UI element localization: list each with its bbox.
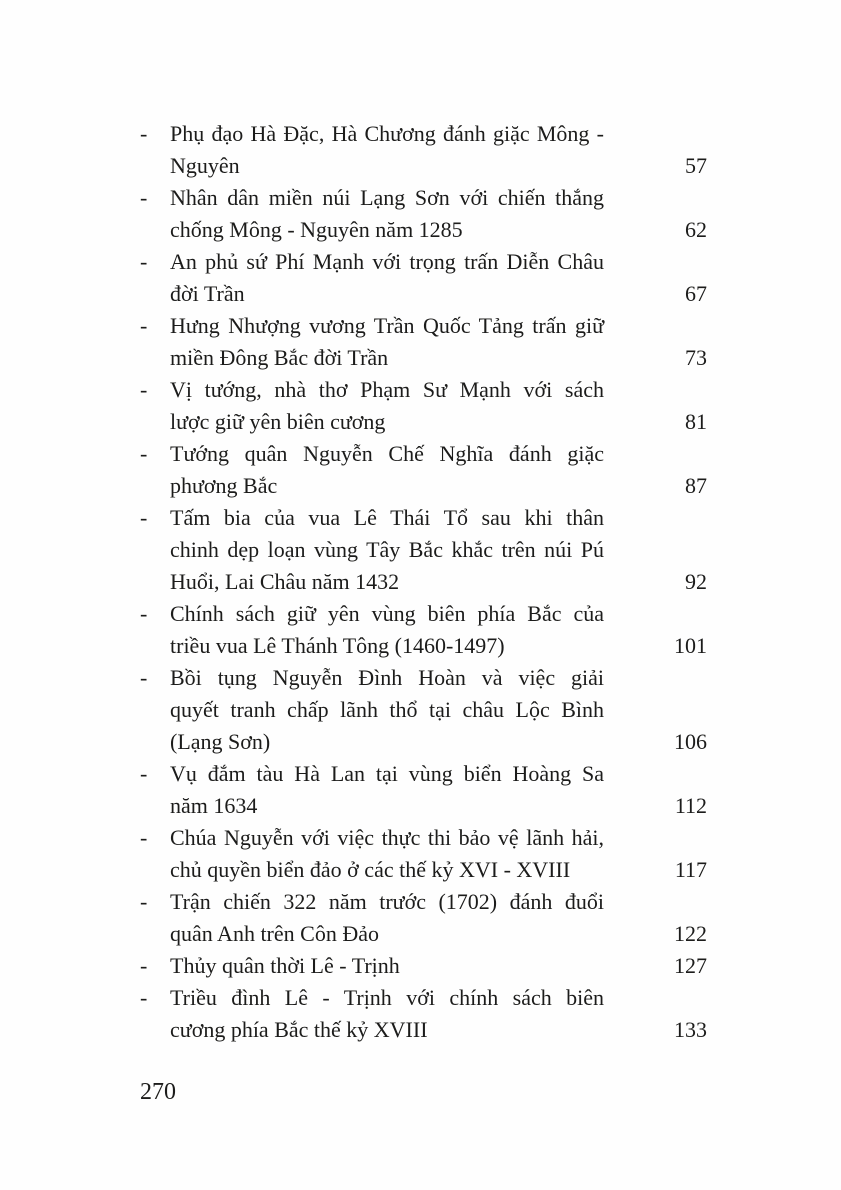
entry-bullet: - xyxy=(140,121,148,146)
entry-page-number-value: 133 xyxy=(674,1017,707,1042)
entry-page-number xyxy=(604,982,841,1046)
entry-bullet: - xyxy=(140,761,148,786)
entry-page-number-value: 87 xyxy=(685,473,707,498)
toc-entry xyxy=(140,598,841,662)
entry-line: Tướng quân Nguyễn Chế Nghĩa đánh giặc xyxy=(170,441,604,466)
entry-title xyxy=(170,438,604,502)
entry-page-number xyxy=(604,374,841,438)
entry-line: phương Bắc xyxy=(170,473,278,498)
entry-title xyxy=(170,758,604,822)
entry-page-number-value: 101 xyxy=(674,633,707,658)
entry-page-number xyxy=(604,310,841,374)
entry-line: An phủ sứ Phí Mạnh với trọng trấn Diễn Châu xyxy=(170,249,604,274)
entry-line: Vụ đắm tàu Hà Lan tại vùng biển Hoàng Sa xyxy=(170,761,604,786)
entry-line: chinh dẹp loạn vùng Tây Bắc khắc trên núi Pú xyxy=(170,537,604,562)
entry-title xyxy=(170,886,604,950)
entry-line: đời Trần xyxy=(170,281,245,306)
entry-title xyxy=(170,598,604,662)
entry-line: triều vua Lê Thánh Tông (1460-1497) xyxy=(170,633,505,658)
entry-page-number xyxy=(604,182,841,246)
entry-page-number xyxy=(604,822,841,886)
toc-entry xyxy=(140,310,841,374)
entry-bullet: - xyxy=(140,601,148,626)
entry-line: Thủy quân thời Lê - Trịnh xyxy=(170,953,400,978)
entry-page-number-value: 122 xyxy=(674,921,707,946)
toc-entry xyxy=(140,822,841,886)
entry-line: Phụ đạo Hà Đặc, Hà Chương đánh giặc Mông - xyxy=(170,121,604,146)
entry-bullet: - xyxy=(140,825,148,850)
entry-line: Tấm bia của vua Lê Thái Tổ sau khi thân xyxy=(170,505,604,530)
entry-line: Hưng Nhượng vương Trần Quốc Tảng trấn giữ xyxy=(170,313,604,338)
entry-bullet: - xyxy=(140,889,148,914)
entry-bullet: - xyxy=(140,985,148,1010)
toc-entry xyxy=(140,438,841,502)
toc-entry xyxy=(140,502,841,598)
entry-page-number xyxy=(604,118,841,182)
entry-page-number-value: 92 xyxy=(685,569,707,594)
entry-page-number-value: 67 xyxy=(685,281,707,306)
entry-title xyxy=(170,822,604,886)
toc-entry xyxy=(140,758,841,822)
entry-page-number-value: 62 xyxy=(685,217,707,242)
entry-page-number-value: 106 xyxy=(674,729,707,754)
footer-page-number: 270 xyxy=(140,1079,176,1105)
entry-line: Bồi tụng Nguyễn Đình Hoàn và việc giải xyxy=(170,665,604,690)
entry-line: Trận chiến 322 năm trước (1702) đánh đuổi xyxy=(170,889,604,914)
toc-entry xyxy=(140,886,841,950)
entry-title xyxy=(170,662,604,758)
entry-title xyxy=(170,982,604,1046)
toc-entry xyxy=(140,982,841,1046)
entry-title xyxy=(170,374,604,438)
entry-page-number xyxy=(604,886,841,950)
entry-page-number-value: 127 xyxy=(674,953,707,978)
entry-page-number xyxy=(604,502,841,598)
entry-bullet: - xyxy=(140,249,148,274)
entry-line: (Lạng Sơn) xyxy=(170,729,271,754)
entry-bullet: - xyxy=(140,377,148,402)
entry-bullet: - xyxy=(140,313,148,338)
entry-line: Vị tướng, nhà thơ Phạm Sư Mạnh với sách xyxy=(170,377,604,402)
entry-title xyxy=(170,182,604,246)
entry-line: cương phía Bắc thế kỷ XVIII xyxy=(170,1017,428,1042)
entry-page-number xyxy=(604,758,841,822)
entry-line: Chúa Nguyễn với việc thực thi bảo vệ lãnh hải, xyxy=(170,825,604,850)
entry-line: chống Mông - Nguyên năm 1285 xyxy=(170,217,463,242)
entry-line: chủ quyền biển đảo ở các thế kỷ XVI - XVIII xyxy=(170,857,571,882)
entry-line: Nhân dân miền núi Lạng Sơn với chiến thắng xyxy=(170,185,604,210)
entry-line: Nguyên xyxy=(170,153,240,178)
entry-page-number xyxy=(604,950,841,982)
entry-bullet: - xyxy=(140,953,148,978)
entry-title xyxy=(170,246,604,310)
entry-page-number xyxy=(604,246,841,310)
entry-line: Triều đình Lê - Trịnh với chính sách biên xyxy=(170,985,604,1010)
entry-title xyxy=(170,950,604,982)
entry-page-number xyxy=(604,438,841,502)
entry-line: miền Đông Bắc đời Trần xyxy=(170,345,389,370)
entry-page-number-value: 112 xyxy=(674,793,707,818)
entry-line: quân Anh trên Côn Đảo xyxy=(170,921,379,946)
toc-list xyxy=(140,118,841,1046)
entry-page-number-value: 73 xyxy=(685,345,707,370)
toc-entry xyxy=(140,374,841,438)
toc-entry xyxy=(140,118,841,182)
entry-bullet: - xyxy=(140,665,148,690)
entry-page-number xyxy=(604,598,841,662)
entry-page-number xyxy=(604,662,841,758)
entry-line: năm 1634 xyxy=(170,793,258,818)
entry-bullet: - xyxy=(140,185,148,210)
entry-page-number-value: 81 xyxy=(685,409,707,434)
toc-entry xyxy=(140,246,841,310)
toc-entry xyxy=(140,182,841,246)
toc-entry xyxy=(140,662,841,758)
entry-line: Chính sách giữ yên vùng biên phía Bắc của xyxy=(170,601,604,626)
toc-entry xyxy=(140,950,841,982)
entry-bullet: - xyxy=(140,505,148,530)
entry-line: Huổi, Lai Châu năm 1432 xyxy=(170,569,400,594)
entry-line: lược giữ yên biên cương xyxy=(170,409,386,434)
entry-line: quyết tranh chấp lãnh thổ tại châu Lộc Bình xyxy=(170,697,604,722)
entry-title xyxy=(170,118,604,182)
entry-title xyxy=(170,310,604,374)
entry-page-number-value: 117 xyxy=(674,857,707,882)
entry-title xyxy=(170,502,604,598)
entry-bullet: - xyxy=(140,441,148,466)
entry-page-number-value: 57 xyxy=(685,153,707,178)
